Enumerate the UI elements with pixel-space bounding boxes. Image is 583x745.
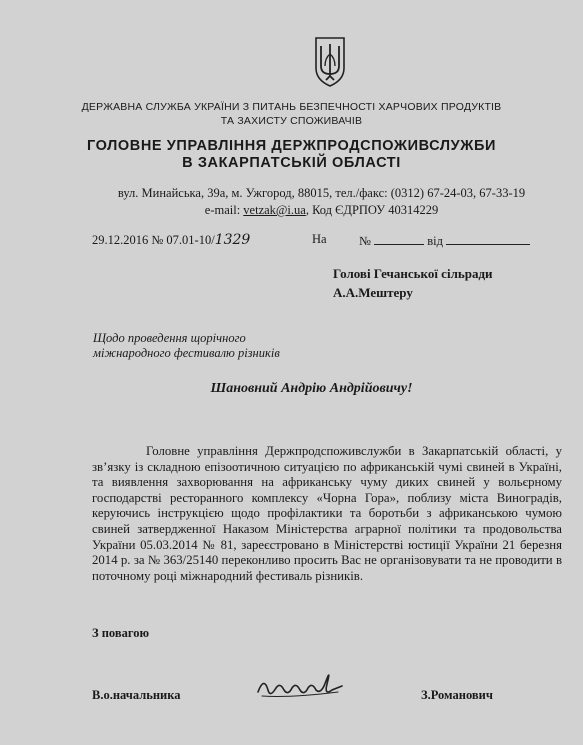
recipient-line1: Голові Гечанської сільради (333, 266, 493, 281)
subject-line2: міжнародного фестивалю різників (93, 346, 280, 360)
signer-name: З.Романович (421, 688, 493, 702)
trident-emblem-icon (313, 36, 347, 88)
handwritten-signature (250, 670, 350, 704)
subject-line1: Щодо проведення щорічного (93, 331, 246, 345)
department-contacts (0, 203, 583, 218)
edrpou-code: , Код ЄДРПОУ 40314229 (305, 203, 439, 217)
incoming-on-label: На (312, 232, 327, 246)
agency-name-line2: ТА ЗАХИСТУ СПОЖИВАЧІВ (220, 115, 363, 127)
body-paragraph: Головне управління Держпродспоживслужби в Закарпатській області, у зв’язку із складною епізоотичною ситуацією по африканській чумі свиней в Україні, та виявлення захворювання на африканську чуму диких свиней у вольєрному господарстві ресторанного комплексу «Чорна Гора», поблизу міста Виноградів, керуючись інструкцією щодо профілактики та боротьби з африканською чумою свиней затвердженної Наказом Міністерства аграрної політики та продовольства України 05.03.2014 № 81, зареєстровано в Міністерстві юстиції України 21 березня 2014 р. за № 363/25140 переконливо просить Вас не організовувати та не проводити в поточному році міжнародний фестиваль різників. (92, 444, 562, 583)
signer-position: В.о.начальника (92, 688, 181, 702)
date-number-text: 29.12.2016 № 07.01-10/ (92, 233, 215, 247)
closing-regards: З повагою (92, 626, 150, 640)
department-address: вул. Минайська, 39а, м. Ужгород, 88015, тел./факс: (0312) 67-24-03, 67-33-19 (117, 186, 526, 200)
incoming-number-label: № (359, 234, 371, 248)
incoming-number-field (359, 232, 530, 249)
department-title-line1: ГОЛОВНЕ УПРАВЛІННЯ ДЕРЖПРОДСПОЖИВСЛУЖБИ (86, 138, 497, 154)
incoming-number-blank (374, 232, 424, 245)
incoming-from-label: від (427, 234, 443, 248)
handwritten-reg-number: 1329 (214, 232, 251, 248)
incoming-date-blank (446, 232, 530, 245)
department-title-line2: В ЗАКАРПАТСЬКІЙ ОБЛАСТІ (182, 155, 401, 171)
letter-body (92, 444, 562, 584)
outgoing-date-number (92, 232, 250, 248)
email-link[interactable]: vetzak@i.ua (243, 203, 306, 217)
email-prefix: e-mail: (204, 203, 244, 217)
salutation: Шановний Андрію Андрійовичу! (210, 381, 413, 396)
agency-name-line1: ДЕРЖАВНА СЛУЖБА УКРАЇНИ З ПИТАНЬ БЕЗПЕЧНОСТІ ХАРЧОВИХ ПРОДУКТІВ (81, 101, 502, 113)
recipient-line2: А.А.Мештеру (333, 285, 413, 300)
